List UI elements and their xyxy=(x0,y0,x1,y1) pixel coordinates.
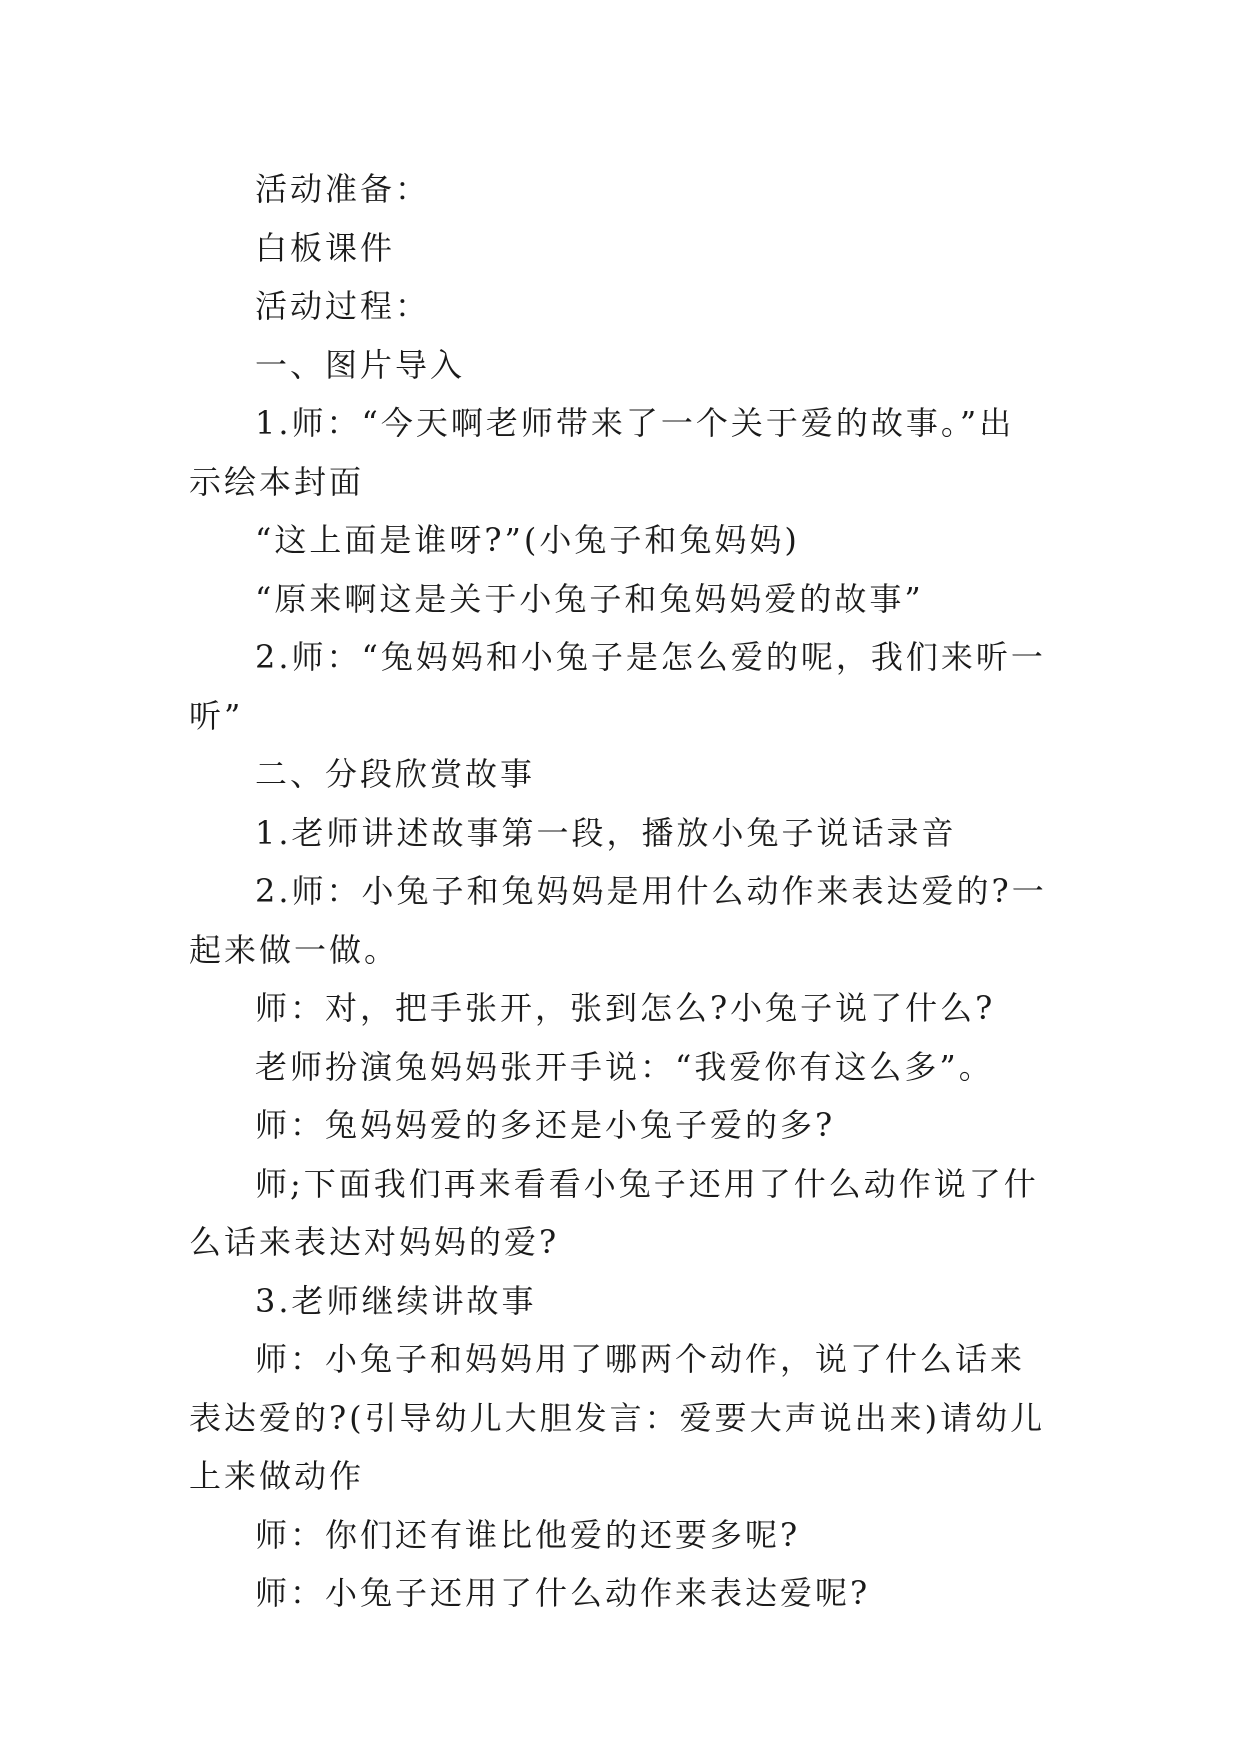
paragraph: 1.老师讲述故事第一段，播放小兔子说话录音 xyxy=(255,813,957,852)
paragraph: 2.师：“兔妈妈和小兔子是怎么爱的呢，我们来听一听” xyxy=(189,638,1046,735)
paragraph: 师：兔妈妈爱的多还是小兔子爱的多? xyxy=(255,1106,836,1144)
paragraph-process-heading: 活动过程： xyxy=(255,287,431,325)
paragraph-preparation-item: 白板课件 xyxy=(255,228,396,267)
paragraph: 师：对，把手张开，张到怎么?小兔子说了什么? xyxy=(255,989,996,1027)
paragraph: 师：小兔子还用了什么动作来表达爱呢? xyxy=(255,1574,871,1612)
paragraph: 师：你们还有谁比他爱的还要多呢? xyxy=(255,1515,801,1554)
document-body xyxy=(189,160,1049,1623)
paragraph: 老师扮演兔妈妈张开手说：“我爱你有这么多”。 xyxy=(255,1047,994,1086)
paragraph-section-one-heading: 一、图片导入 xyxy=(255,345,466,384)
paragraph: 3.老师继续讲故事 xyxy=(255,1281,537,1320)
paragraph: 师：小兔子和妈妈用了哪两个动作，说了什么话来表达爱的?(引导幼儿大胆发言：爱要大声说出来)请幼儿上来做动作 xyxy=(189,1340,1046,1495)
paragraph: 1.师：“今天啊老师带来了一个关于爱的故事。”出示绘本封面 xyxy=(189,404,1015,501)
paragraph-section-two-heading: 二、分段欣赏故事 xyxy=(255,755,536,793)
paragraph: 2.师：小兔子和兔妈妈是用什么动作来表达爱的?一起来做一做。 xyxy=(189,872,1047,969)
paragraph: 师;下面我们再来看看小兔子还用了什么动作说了什么话来表达对妈妈的爱? xyxy=(189,1164,1039,1261)
paragraph-preparation-heading: 活动准备： xyxy=(255,170,431,208)
paragraph: “原来啊这是关于小兔子和兔妈妈爱的故事” xyxy=(255,579,924,618)
paragraph: “这上面是谁呀?”(小兔子和兔妈妈) xyxy=(255,521,800,559)
